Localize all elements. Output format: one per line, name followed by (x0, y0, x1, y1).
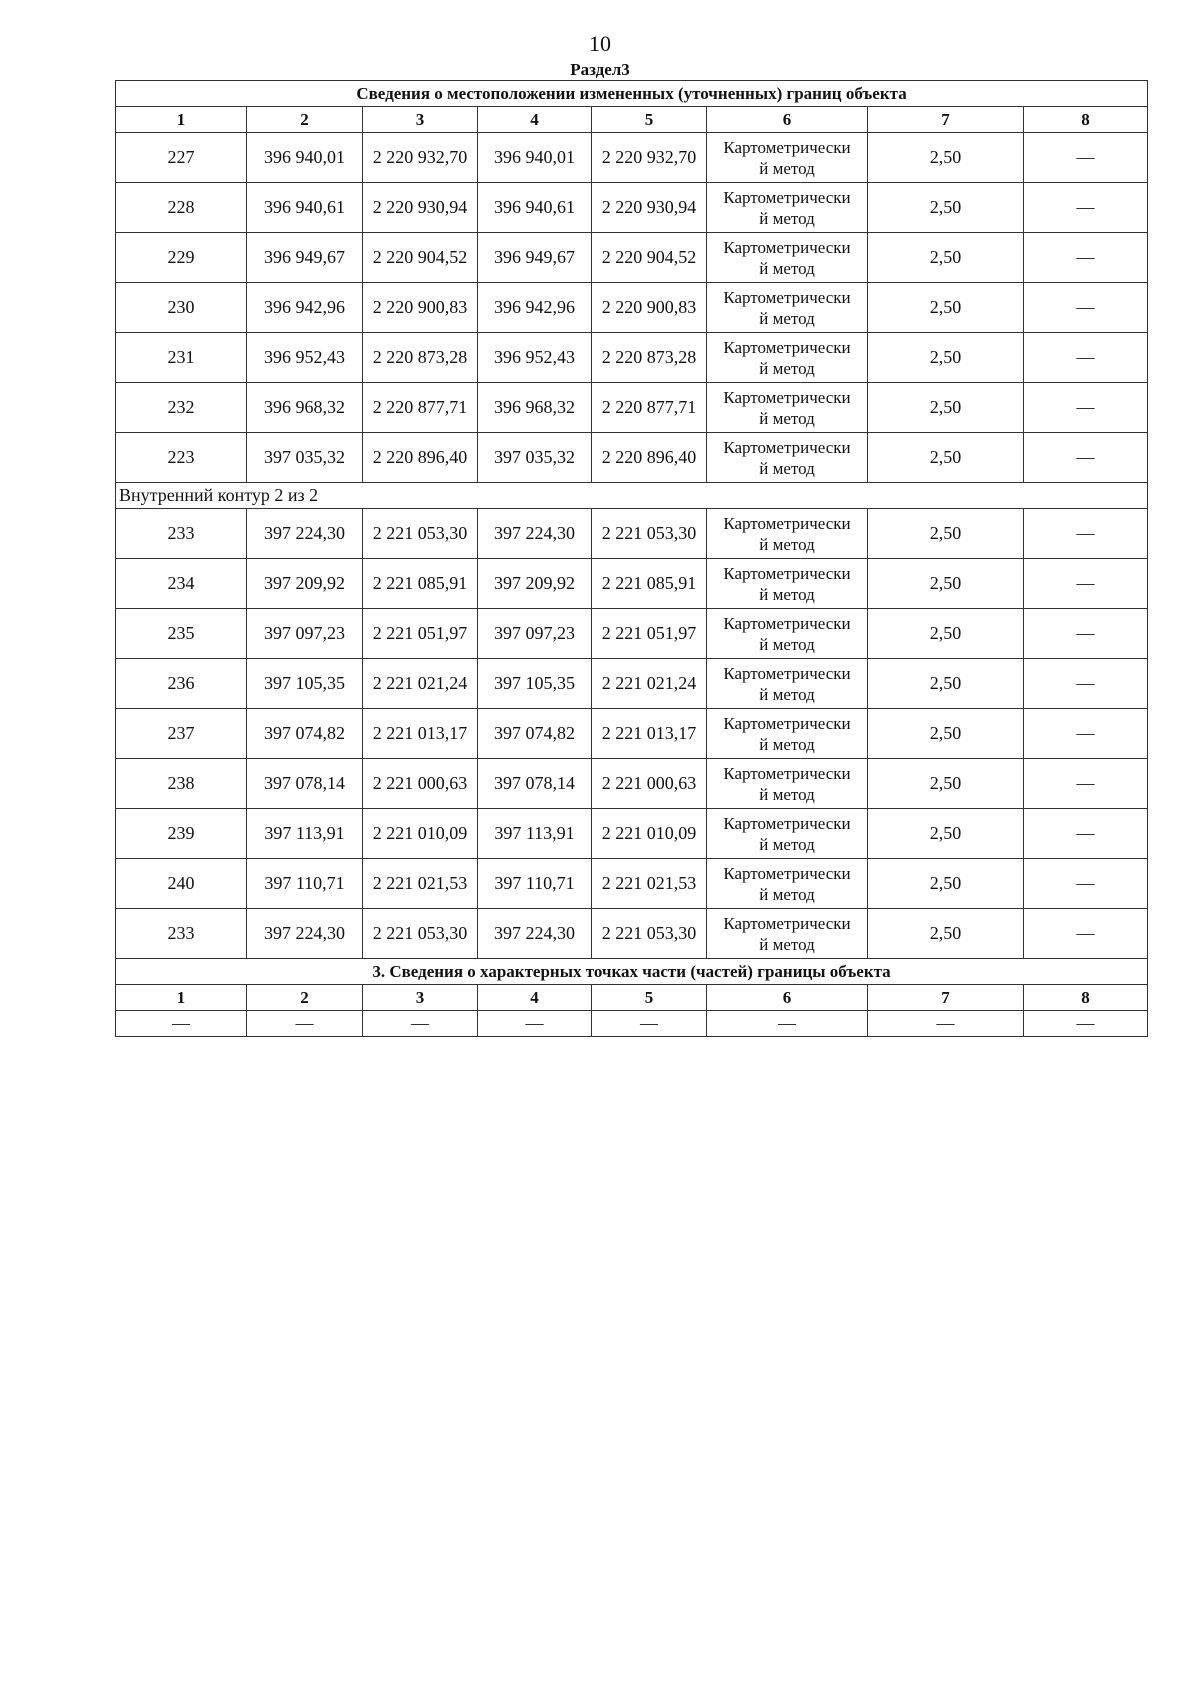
new-x-cell: 396 942,96 (478, 283, 592, 333)
point-number-cell: 228 (116, 183, 247, 233)
description-cell: — (1024, 233, 1148, 283)
method-line-2: й метод (759, 584, 815, 604)
table1-header-row (116, 107, 1148, 133)
description-cell: — (1024, 809, 1148, 859)
accuracy-cell: 2,50 (868, 909, 1024, 959)
old-x-cell: 397 105,35 (247, 659, 363, 709)
method-cell (707, 709, 868, 759)
method-line-1: Картометрически (723, 613, 851, 633)
old-x-cell: 396 952,43 (247, 333, 363, 383)
new-y-cell: 2 220 904,52 (592, 233, 707, 283)
table1-header-col-2: 2 (247, 107, 363, 133)
accuracy-cell: 2,50 (868, 559, 1024, 609)
method-line-1: Картометрически (723, 863, 851, 883)
method-line-2: й метод (759, 358, 815, 378)
table-row (116, 809, 1148, 859)
empty-cell: — (707, 1011, 868, 1037)
old-y-cell: 2 220 900,83 (363, 283, 478, 333)
method-line-2: й метод (759, 884, 815, 904)
description-cell: — (1024, 383, 1148, 433)
point-number-cell: 227 (116, 133, 247, 183)
table2-header-col-3: 3 (363, 985, 478, 1011)
description-cell: — (1024, 659, 1148, 709)
new-x-cell: 397 113,91 (478, 809, 592, 859)
old-y-cell: 2 221 013,17 (363, 709, 478, 759)
method-line-2: й метод (759, 634, 815, 654)
accuracy-cell: 2,50 (868, 659, 1024, 709)
method-cell (707, 333, 868, 383)
new-y-cell: 2 221 053,30 (592, 909, 707, 959)
new-x-cell: 397 224,30 (478, 509, 592, 559)
old-y-cell: 2 220 904,52 (363, 233, 478, 283)
method-line-1: Картометрически (723, 763, 851, 783)
old-y-cell: 2 221 021,24 (363, 659, 478, 709)
accuracy-cell: 2,50 (868, 133, 1024, 183)
table1-header-col-7: 7 (868, 107, 1024, 133)
accuracy-cell: 2,50 (868, 609, 1024, 659)
empty-cell: — (363, 1011, 478, 1037)
method-line-1: Картометрически (723, 813, 851, 833)
new-y-cell: 2 220 896,40 (592, 433, 707, 483)
old-y-cell: 2 220 873,28 (363, 333, 478, 383)
description-cell: — (1024, 509, 1148, 559)
table2-header-col-4: 4 (478, 985, 592, 1011)
new-x-cell: 397 097,23 (478, 609, 592, 659)
old-x-cell: 397 035,32 (247, 433, 363, 483)
new-y-cell: 2 220 932,70 (592, 133, 707, 183)
accuracy-cell: 2,50 (868, 183, 1024, 233)
boundary-points-table (115, 80, 1148, 1037)
accuracy-cell: 2,50 (868, 383, 1024, 433)
table-row (116, 759, 1148, 809)
table1-header-col-6: 6 (707, 107, 868, 133)
empty-cell: — (592, 1011, 707, 1037)
old-y-cell: 2 221 085,91 (363, 559, 478, 609)
page-number: 10 (589, 31, 611, 56)
point-number-cell: 229 (116, 233, 247, 283)
method-line-2: й метод (759, 158, 815, 178)
new-x-cell: 396 940,61 (478, 183, 592, 233)
old-x-cell: 396 940,01 (247, 133, 363, 183)
method-line-2: й метод (759, 684, 815, 704)
new-x-cell: 396 940,01 (478, 133, 592, 183)
point-number-cell: 233 (116, 909, 247, 959)
new-y-cell: 2 221 013,17 (592, 709, 707, 759)
accuracy-cell: 2,50 (868, 759, 1024, 809)
table-row (116, 1011, 1148, 1037)
method-line-1: Картометрически (723, 337, 851, 357)
old-y-cell: 2 220 896,40 (363, 433, 478, 483)
table2-header-row (116, 985, 1148, 1011)
method-line-2: й метод (759, 834, 815, 854)
table-row (116, 433, 1148, 483)
method-line-1: Картометрически (723, 187, 851, 207)
new-x-cell: 397 209,92 (478, 559, 592, 609)
table-row (116, 133, 1148, 183)
method-line-1: Картометрически (723, 137, 851, 157)
old-x-cell: 397 110,71 (247, 859, 363, 909)
method-line-1: Картометрически (723, 663, 851, 683)
table-row (116, 333, 1148, 383)
table-row (116, 609, 1148, 659)
new-x-cell: 397 074,82 (478, 709, 592, 759)
old-y-cell: 2 221 010,09 (363, 809, 478, 859)
new-y-cell: 2 220 930,94 (592, 183, 707, 233)
description-cell: — (1024, 133, 1148, 183)
table-row (116, 183, 1148, 233)
method-line-1: Картометрически (723, 513, 851, 533)
method-cell (707, 233, 868, 283)
method-line-2: й метод (759, 534, 815, 554)
method-cell (707, 659, 868, 709)
point-number-cell: 239 (116, 809, 247, 859)
method-cell (707, 383, 868, 433)
old-x-cell: 396 942,96 (247, 283, 363, 333)
method-line-1: Картометрически (723, 387, 851, 407)
new-x-cell: 397 035,32 (478, 433, 592, 483)
description-cell: — (1024, 859, 1148, 909)
method-cell (707, 859, 868, 909)
new-x-cell: 397 110,71 (478, 859, 592, 909)
table-row (116, 559, 1148, 609)
new-x-cell: 397 224,30 (478, 909, 592, 959)
table-row (116, 709, 1148, 759)
method-line-2: й метод (759, 258, 815, 278)
new-y-cell: 2 221 010,09 (592, 809, 707, 859)
method-line-2: й метод (759, 208, 815, 228)
method-line-1: Картометрически (723, 287, 851, 307)
empty-cell: — (247, 1011, 363, 1037)
table1-header-col-8: 8 (1024, 107, 1148, 133)
contour-row (116, 483, 1148, 509)
old-x-cell: 396 949,67 (247, 233, 363, 283)
old-y-cell: 2 221 000,63 (363, 759, 478, 809)
new-x-cell: 396 968,32 (478, 383, 592, 433)
old-x-cell: 397 209,92 (247, 559, 363, 609)
method-cell (707, 809, 868, 859)
accuracy-cell: 2,50 (868, 333, 1024, 383)
old-y-cell: 2 220 930,94 (363, 183, 478, 233)
empty-cell: — (1024, 1011, 1148, 1037)
new-x-cell: 397 105,35 (478, 659, 592, 709)
accuracy-cell: 2,50 (868, 709, 1024, 759)
table1-header-col-1: 1 (116, 107, 247, 133)
table2-header-col-6: 6 (707, 985, 868, 1011)
new-y-cell: 2 220 873,28 (592, 333, 707, 383)
table1-title-row (116, 81, 1148, 107)
contour-label: Внутренний контур 2 из 2 (116, 483, 1148, 509)
table-row (116, 283, 1148, 333)
table1-header-col-3: 3 (363, 107, 478, 133)
point-number-cell: 231 (116, 333, 247, 383)
new-y-cell: 2 221 053,30 (592, 509, 707, 559)
table2-header-col-2: 2 (247, 985, 363, 1011)
table1-header-col-4: 4 (478, 107, 592, 133)
table1-title: Сведения о местоположении измененных (уточненных) границ объекта (116, 81, 1148, 107)
description-cell: — (1024, 909, 1148, 959)
new-x-cell: 396 949,67 (478, 233, 592, 283)
point-number-cell: 238 (116, 759, 247, 809)
old-x-cell: 397 078,14 (247, 759, 363, 809)
old-x-cell: 396 968,32 (247, 383, 363, 433)
method-cell (707, 183, 868, 233)
old-y-cell: 2 221 053,30 (363, 509, 478, 559)
new-y-cell: 2 220 900,83 (592, 283, 707, 333)
accuracy-cell: 2,50 (868, 283, 1024, 333)
point-number-cell: 234 (116, 559, 247, 609)
method-cell (707, 559, 868, 609)
new-y-cell: 2 220 877,71 (592, 383, 707, 433)
method-line-1: Картометрически (723, 913, 851, 933)
point-number-cell: 235 (116, 609, 247, 659)
old-x-cell: 397 097,23 (247, 609, 363, 659)
method-line-2: й метод (759, 934, 815, 954)
description-cell: — (1024, 609, 1148, 659)
table-row (116, 909, 1148, 959)
method-cell (707, 509, 868, 559)
description-cell: — (1024, 283, 1148, 333)
table2-title: 3. Сведения о характерных точках части (частей) границы объекта (116, 959, 1148, 985)
method-line-1: Картометрически (723, 237, 851, 257)
point-number-cell: 240 (116, 859, 247, 909)
new-x-cell: 396 952,43 (478, 333, 592, 383)
point-number-cell: 237 (116, 709, 247, 759)
old-y-cell: 2 220 877,71 (363, 383, 478, 433)
table2-header-col-1: 1 (116, 985, 247, 1011)
old-x-cell: 397 074,82 (247, 709, 363, 759)
description-cell: — (1024, 183, 1148, 233)
table2-header-col-5: 5 (592, 985, 707, 1011)
method-line-2: й метод (759, 308, 815, 328)
method-line-2: й метод (759, 408, 815, 428)
table-body (116, 81, 1148, 1037)
empty-cell: — (868, 1011, 1024, 1037)
table-row (116, 233, 1148, 283)
table-row (116, 509, 1148, 559)
table-row (116, 859, 1148, 909)
new-x-cell: 397 078,14 (478, 759, 592, 809)
point-number-cell: 233 (116, 509, 247, 559)
accuracy-cell: 2,50 (868, 509, 1024, 559)
new-y-cell: 2 221 021,53 (592, 859, 707, 909)
accuracy-cell: 2,50 (868, 859, 1024, 909)
method-cell (707, 283, 868, 333)
method-line-2: й метод (759, 784, 815, 804)
new-y-cell: 2 221 051,97 (592, 609, 707, 659)
old-y-cell: 2 220 932,70 (363, 133, 478, 183)
method-line-2: й метод (759, 734, 815, 754)
new-y-cell: 2 221 021,24 (592, 659, 707, 709)
table2-header-col-7: 7 (868, 985, 1024, 1011)
table-row (116, 383, 1148, 433)
method-line-1: Картометрически (723, 563, 851, 583)
new-y-cell: 2 221 000,63 (592, 759, 707, 809)
point-number-cell: 232 (116, 383, 247, 433)
point-number-cell: 236 (116, 659, 247, 709)
old-x-cell: 396 940,61 (247, 183, 363, 233)
empty-cell: — (478, 1011, 592, 1037)
description-cell: — (1024, 709, 1148, 759)
old-x-cell: 397 113,91 (247, 809, 363, 859)
method-line-2: й метод (759, 458, 815, 478)
old-y-cell: 2 221 021,53 (363, 859, 478, 909)
description-cell: — (1024, 759, 1148, 809)
new-y-cell: 2 221 085,91 (592, 559, 707, 609)
point-number-cell: 230 (116, 283, 247, 333)
method-cell (707, 909, 868, 959)
table2-header-col-8: 8 (1024, 985, 1148, 1011)
old-y-cell: 2 221 051,97 (363, 609, 478, 659)
method-cell (707, 433, 868, 483)
table2-title-row (116, 959, 1148, 985)
table-row (116, 659, 1148, 709)
method-cell (707, 133, 868, 183)
table1-header-col-5: 5 (592, 107, 707, 133)
method-line-1: Картометрически (723, 713, 851, 733)
method-cell (707, 759, 868, 809)
accuracy-cell: 2,50 (868, 233, 1024, 283)
description-cell: — (1024, 333, 1148, 383)
method-cell (707, 609, 868, 659)
description-cell: — (1024, 559, 1148, 609)
empty-cell: — (116, 1011, 247, 1037)
old-y-cell: 2 221 053,30 (363, 909, 478, 959)
accuracy-cell: 2,50 (868, 809, 1024, 859)
section-label: Раздел3 (570, 60, 630, 79)
method-line-1: Картометрически (723, 437, 851, 457)
point-number-cell: 223 (116, 433, 247, 483)
accuracy-cell: 2,50 (868, 433, 1024, 483)
old-x-cell: 397 224,30 (247, 909, 363, 959)
old-x-cell: 397 224,30 (247, 509, 363, 559)
description-cell: — (1024, 433, 1148, 483)
